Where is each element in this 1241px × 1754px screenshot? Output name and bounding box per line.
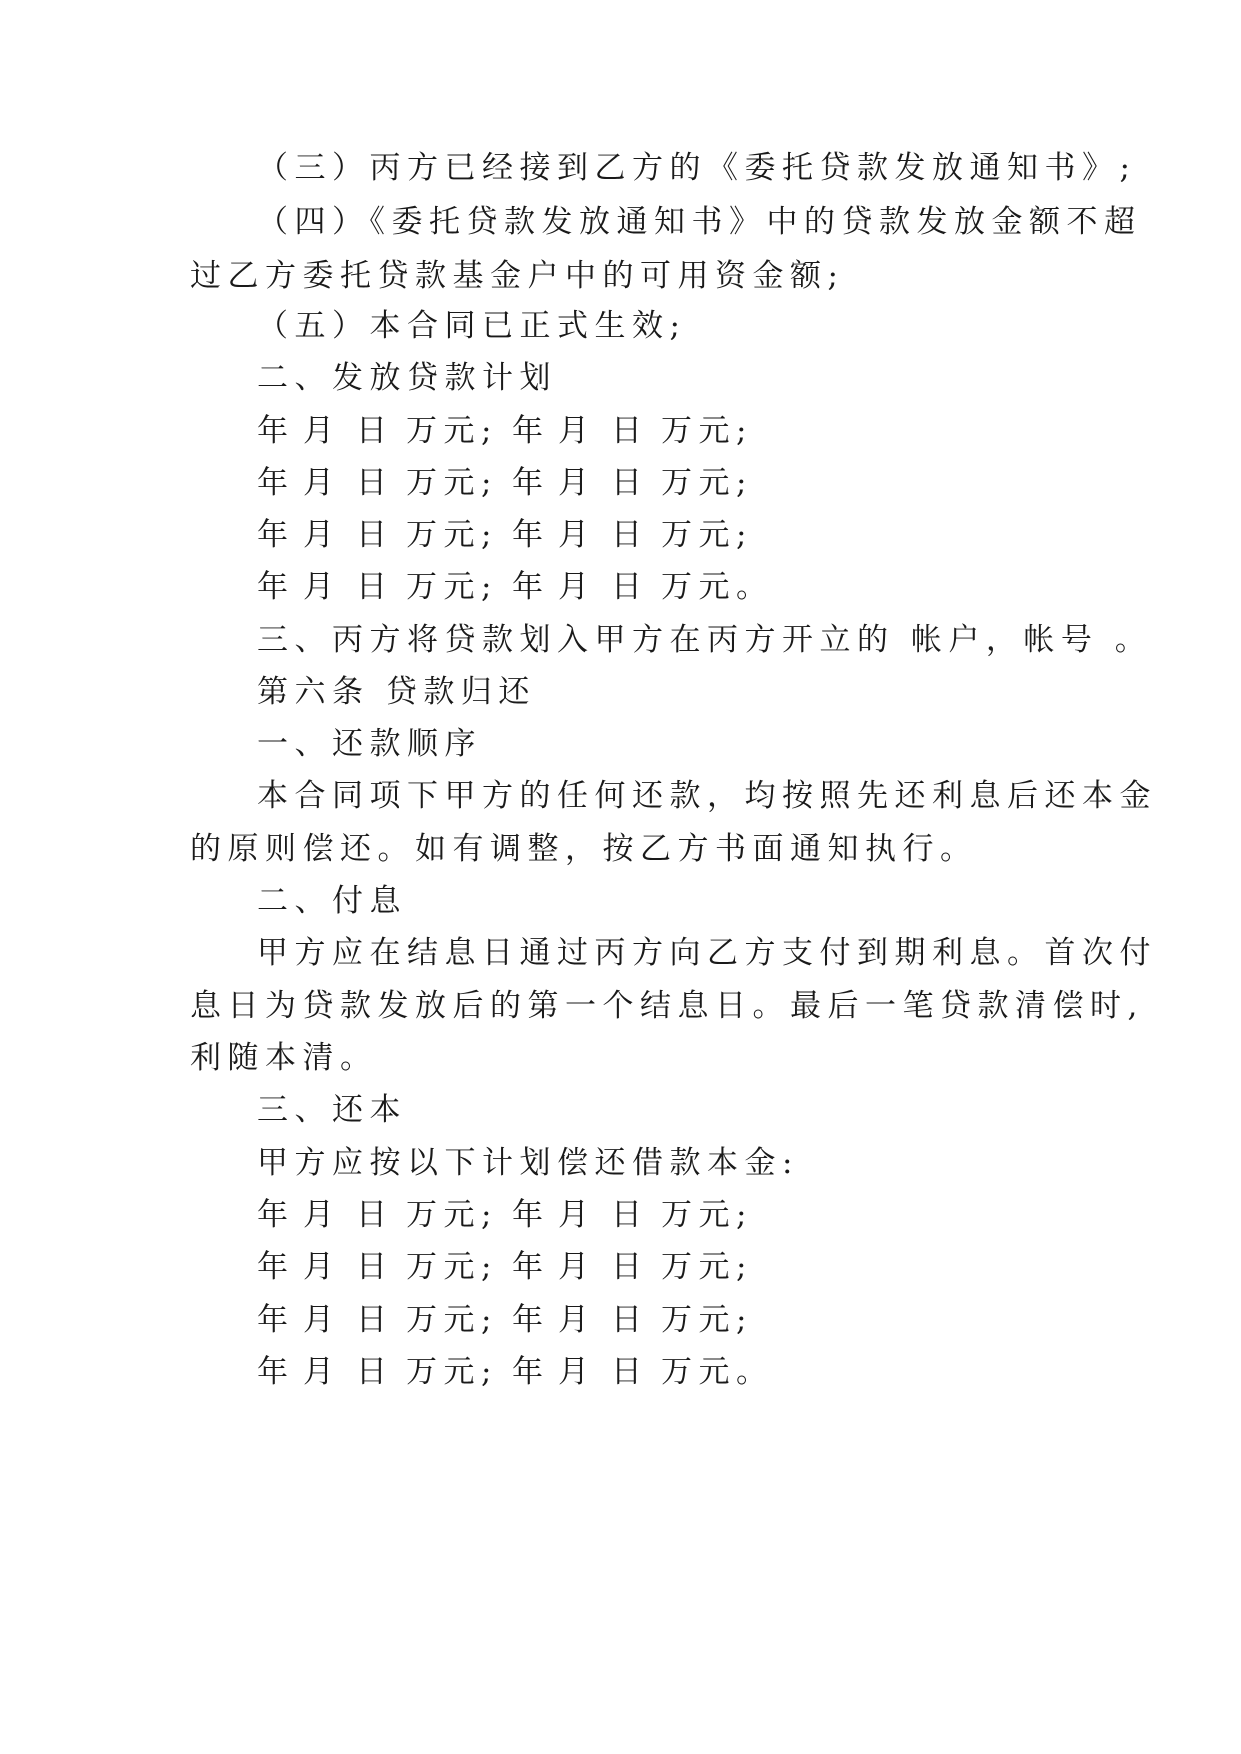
repayment-schedule-row — [257, 1247, 753, 1287]
month-label: 月 — [303, 1197, 341, 1233]
month-label: 月 — [558, 569, 596, 605]
day-label: 日 — [356, 517, 394, 553]
month-label: 月 — [558, 1197, 596, 1233]
section-repayment-order-heading: 一、还款顺序 — [257, 726, 482, 762]
year-label: 年 — [512, 1354, 550, 1390]
amount-label: 万元; — [661, 465, 753, 501]
month-label: 月 — [558, 1302, 596, 1338]
amount-label: 万元; — [406, 1197, 498, 1233]
month-label: 月 — [303, 517, 341, 553]
disbursement-schedule-row — [257, 567, 774, 607]
day-label: 日 — [356, 1249, 394, 1285]
month-label: 月 — [303, 569, 341, 605]
year-label: 年 — [257, 1302, 295, 1338]
day-label: 日 — [611, 569, 649, 605]
year-label: 年 — [512, 517, 550, 553]
amount-label: 万元; — [661, 1302, 753, 1338]
year-label: 年 — [512, 1197, 550, 1233]
section-disbursement-plan-heading: 二、发放贷款计划 — [257, 360, 557, 396]
day-label: 日 — [611, 517, 649, 553]
amount-label: 万元; — [406, 413, 498, 449]
clause-3-text: （三）丙方已经接到乙方的《委托贷款发放通知书》; — [257, 150, 1137, 186]
month-label: 月 — [558, 413, 596, 449]
repayment-schedule-row — [257, 1195, 753, 1235]
day-label: 日 — [611, 1354, 649, 1390]
article-6-heading: 第六条 贷款归还 — [257, 674, 536, 710]
year-label: 年 — [512, 569, 550, 605]
year-label: 年 — [257, 517, 295, 553]
repayment-schedule-row — [257, 1300, 753, 1340]
amount-label: 万元; — [406, 1354, 498, 1390]
month-label: 月 — [558, 1354, 596, 1390]
day-label: 日 — [356, 1197, 394, 1233]
amount-label: 万元; — [661, 517, 753, 553]
day-label: 日 — [356, 1354, 394, 1390]
year-label: 年 — [512, 465, 550, 501]
month-label: 月 — [558, 465, 596, 501]
amount-label: 万元; — [661, 1197, 753, 1233]
month-label: 月 — [303, 1302, 341, 1338]
disbursement-schedule-row — [257, 515, 753, 555]
day-label: 日 — [611, 1197, 649, 1233]
clause-4-text-continued: 过乙方委托贷款基金户中的可用资金额; — [190, 258, 845, 294]
interest-text-continued: 息日为贷款发放后的第一个结息日。最后一笔贷款清偿时, — [190, 988, 1144, 1024]
year-label: 年 — [257, 1249, 295, 1285]
clause-account-transfer-text: 三、丙方将贷款划入甲方在丙方开立的 帐户，帐号 。 — [257, 622, 1153, 658]
year-label: 年 — [257, 465, 295, 501]
amount-label: 万元; — [406, 1249, 498, 1285]
day-label: 日 — [611, 465, 649, 501]
day-label: 日 — [356, 1302, 394, 1338]
day-label: 日 — [356, 413, 394, 449]
repayment-order-text-continued: 的原则偿还。如有调整，按乙方书面通知执行。 — [190, 831, 978, 867]
section-interest-heading: 二、付息 — [257, 883, 407, 919]
disbursement-schedule-row — [257, 411, 753, 451]
month-label: 月 — [303, 1249, 341, 1285]
year-label: 年 — [257, 413, 295, 449]
disbursement-schedule-row — [257, 463, 753, 503]
month-label: 月 — [303, 1354, 341, 1390]
month-label: 月 — [558, 1249, 596, 1285]
repayment-order-text: 本合同项下甲方的任何还款，均按照先还利息后还本金 — [257, 778, 1157, 814]
amount-label: 万元。 — [661, 1354, 774, 1390]
amount-label: 万元; — [661, 1249, 753, 1285]
amount-label: 万元; — [406, 465, 498, 501]
principal-intro-text: 甲方应按以下计划偿还借款本金: — [257, 1145, 799, 1181]
year-label: 年 — [512, 1302, 550, 1338]
month-label: 月 — [303, 465, 341, 501]
year-label: 年 — [512, 1249, 550, 1285]
interest-text-end: 利随本清。 — [190, 1040, 378, 1076]
day-label: 日 — [611, 1249, 649, 1285]
year-label: 年 — [257, 569, 295, 605]
year-label: 年 — [512, 413, 550, 449]
repayment-schedule-row — [257, 1352, 774, 1392]
amount-label: 万元; — [661, 413, 753, 449]
amount-label: 万元; — [406, 1302, 498, 1338]
month-label: 月 — [558, 517, 596, 553]
amount-label: 万元; — [406, 517, 498, 553]
day-label: 日 — [611, 1302, 649, 1338]
day-label: 日 — [356, 465, 394, 501]
clause-4-text: （四）《委托贷款发放通知书》中的贷款发放金额不超 — [257, 204, 1142, 240]
amount-label: 万元。 — [661, 569, 774, 605]
section-principal-heading: 三、还本 — [257, 1092, 407, 1128]
clause-5-text: （五）本合同已正式生效; — [257, 308, 687, 344]
day-label: 日 — [356, 569, 394, 605]
day-label: 日 — [611, 413, 649, 449]
year-label: 年 — [257, 1354, 295, 1390]
interest-text: 甲方应在结息日通过丙方向乙方支付到期利息。首次付 — [257, 935, 1157, 971]
amount-label: 万元; — [406, 569, 498, 605]
month-label: 月 — [303, 413, 341, 449]
year-label: 年 — [257, 1197, 295, 1233]
